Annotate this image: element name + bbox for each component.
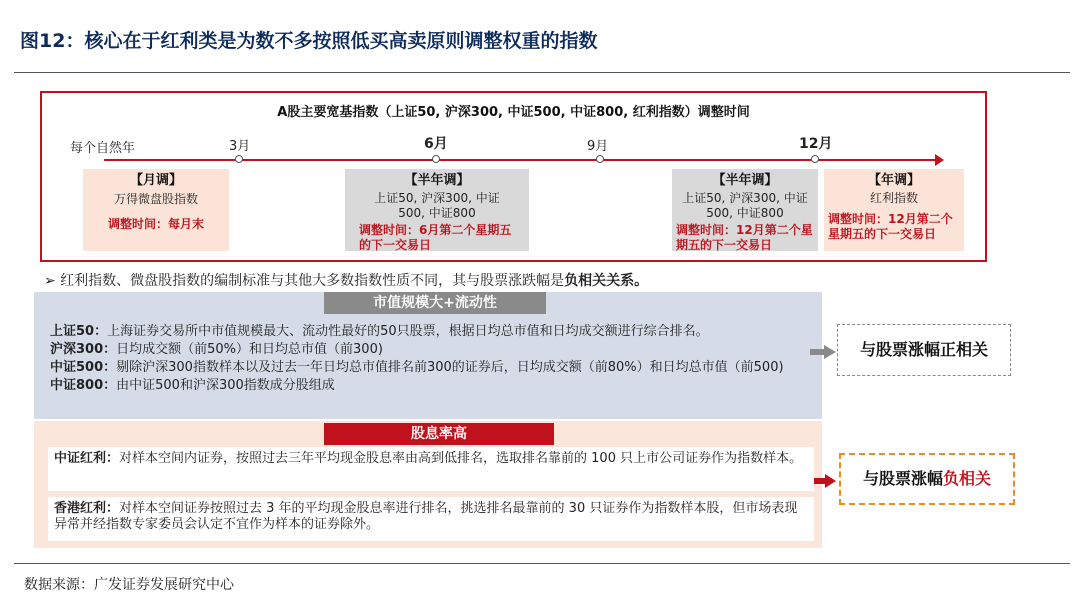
bullet-marker: ➢ bbox=[44, 273, 56, 289]
tick-12 bbox=[811, 155, 819, 163]
timeline-title: A股主要宽基指数（上证50, 沪深300, 中证500, 中证800, 红利指数）调整时间 bbox=[277, 105, 750, 120]
broad-index-descriptions bbox=[50, 324, 810, 396]
dividend-index-panel bbox=[34, 421, 822, 548]
gray-arrow-icon bbox=[810, 345, 836, 359]
page-title: 图12：核心在于红利类是为数不多按照低买高卖原则调整权重的指数 bbox=[20, 30, 598, 52]
card-annual-body: 红利指数 bbox=[869, 191, 918, 205]
tick-9 bbox=[596, 155, 604, 163]
data-source: 数据来源：广发证券发展研究中心 bbox=[24, 577, 234, 593]
card-june-note: 调整时间：6月第二个星期五的下一交易日 bbox=[359, 223, 512, 252]
card-annual bbox=[824, 169, 964, 251]
month-label-9: 9月 bbox=[587, 139, 609, 154]
card-december-note: 调整时间：12月第二个星期五的下一交易日 bbox=[676, 223, 813, 252]
desc-sz50-text: 上海证券交易所中市值规模最大、流动性最好的50只股票，根据日均总市值和日均成交额进行综合排名。 bbox=[107, 324, 709, 339]
desc-hs300-text: 日均成交额（前50%）和日均总市值（前300) bbox=[116, 342, 383, 357]
red-arrow-icon bbox=[814, 474, 836, 488]
desc-hs300 bbox=[50, 342, 810, 358]
desc-zz500 bbox=[50, 360, 810, 376]
desc-csi-dividend-text: 对样本空间内证券，按照过去三年平均现金股息率由高到低排名，选取排名靠前的 100 只上市公司证券作为指数样本。 bbox=[119, 451, 803, 466]
timeline-box bbox=[40, 91, 987, 262]
positive-correlation-box: 与股票涨幅正相关 bbox=[837, 324, 1011, 376]
month-label-12: 12月 bbox=[799, 136, 833, 152]
desc-csi-dividend-name: 中证红利： bbox=[54, 451, 120, 466]
desc-csi-dividend bbox=[48, 447, 814, 491]
desc-hk-dividend bbox=[48, 497, 814, 541]
card-monthly-body: 万得微盘股指数 bbox=[113, 192, 198, 206]
month-label-6: 6月 bbox=[424, 136, 448, 152]
desc-hk-dividend-text: 对样本空间证券按照过去 3 年的平均现金股息率进行排名，挑选排名最靠前的 30 只证券作为指数样本股，但市场表现异常并经指数专家委员会认定不宜作为样本的证券除外。 bbox=[54, 501, 798, 532]
bullet-statement bbox=[44, 270, 648, 290]
bullet-text: 红利指数、微盘股指数的编制标准与其他大多数指数性质不同，其与股票涨跌幅是 bbox=[60, 273, 565, 289]
tick-6 bbox=[432, 155, 440, 163]
month-label-3: 3月 bbox=[229, 139, 251, 154]
desc-zz800-text: 由中证500和沪深300指数成分股组成 bbox=[116, 378, 335, 393]
desc-sz50-name: 上证50： bbox=[50, 324, 108, 339]
tick-3 bbox=[235, 155, 243, 163]
broad-index-panel bbox=[34, 292, 822, 419]
card-annual-head: 【年调】 bbox=[867, 173, 920, 188]
card-semiannual-december bbox=[672, 169, 818, 251]
timeline-arrowhead bbox=[935, 154, 944, 166]
natural-year-label: 每个自然年 bbox=[70, 141, 136, 156]
desc-hk-dividend-name: 香港红利： bbox=[54, 501, 120, 516]
card-june-body: 上证50, 沪深300, 中证500, 中证800 bbox=[374, 191, 500, 220]
negative-emphasis: 负相关 bbox=[943, 469, 992, 488]
bottom-divider bbox=[14, 563, 1070, 564]
negative-correlation-box bbox=[839, 453, 1015, 505]
bullet-bold: 负相关关系。 bbox=[564, 273, 649, 289]
card-december-body: 上证50, 沪深300, 中证500, 中证800 bbox=[682, 191, 808, 220]
card-annual-note: 调整时间：12月第二个星期五的下一交易日 bbox=[828, 212, 953, 241]
dividend-index-header: 股息率高 bbox=[324, 423, 554, 445]
top-divider bbox=[14, 72, 1070, 73]
card-monthly-head: 【月调】 bbox=[129, 173, 182, 188]
negative-prefix: 与股票涨幅 bbox=[862, 469, 943, 488]
card-june-head: 【半年调】 bbox=[404, 173, 470, 188]
card-monthly bbox=[83, 169, 229, 251]
desc-zz800-name: 中证800： bbox=[50, 378, 117, 393]
desc-hs300-name: 沪深300： bbox=[50, 342, 117, 357]
desc-zz500-text: 剔除沪深300指数样本以及过去一年日均总市值排名前300的证券后，日均成交额（前80%）和日均总市值（前500) bbox=[116, 360, 784, 375]
desc-zz500-name: 中证500： bbox=[50, 360, 117, 375]
card-semiannual-june bbox=[345, 169, 529, 251]
desc-zz800 bbox=[50, 378, 810, 394]
desc-sz50 bbox=[50, 324, 810, 340]
broad-index-header: 市值规模大+流动性 bbox=[324, 292, 546, 314]
card-december-head: 【半年调】 bbox=[712, 173, 778, 188]
card-monthly-note: 调整时间：每月末 bbox=[107, 217, 204, 231]
